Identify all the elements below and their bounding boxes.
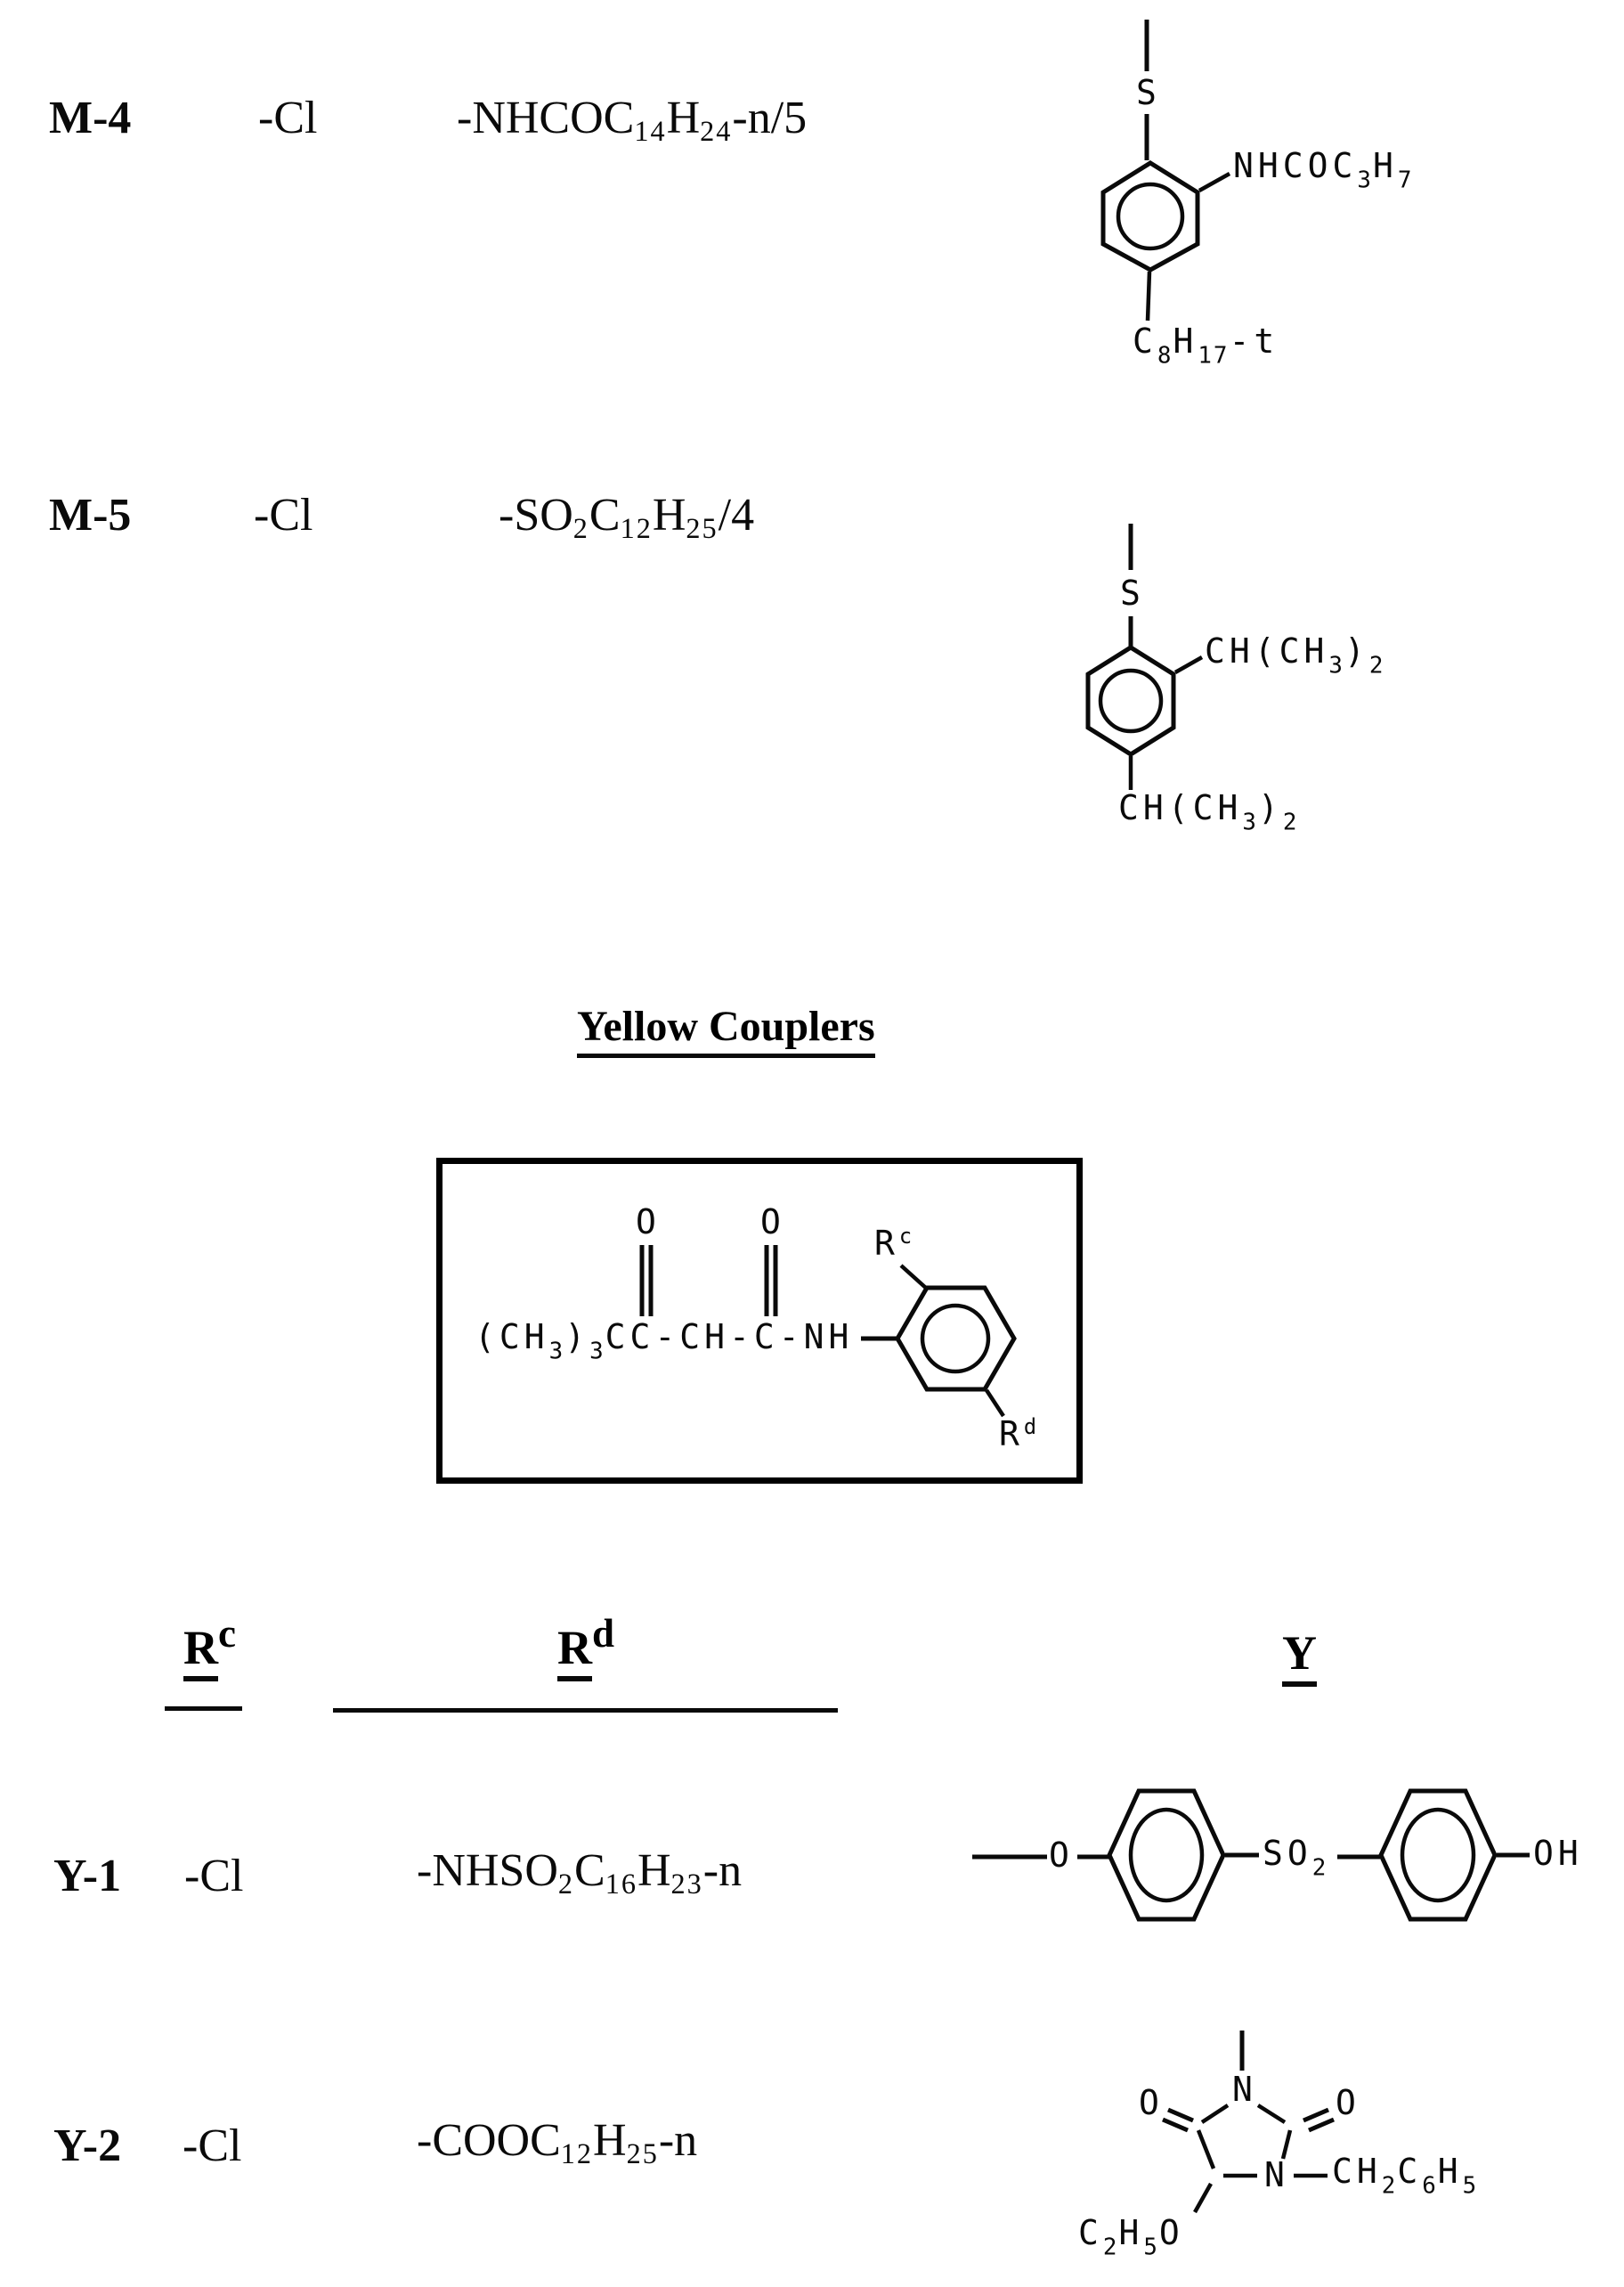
row-m5-r-value: $-SO_2C_{12}H_{25}/4$ — [499, 490, 755, 545]
m5-isopropyl-ortho-bond-line — [1175, 657, 1202, 672]
y2-oxygen-right-label: O — [1336, 2083, 1360, 2122]
box-chain-label: $(CH_3)_3CC-CH-C-NH$ — [475, 1317, 854, 1365]
m4-alkyl-bond-line — [1148, 272, 1149, 321]
y2-ring-bond-left — [1198, 2130, 1214, 2169]
row-m4-x-value: -Cl — [258, 93, 318, 143]
y2-nitrogen-top-label: N — [1232, 2070, 1257, 2109]
y2-carbonyl-right-doublebond-line2 — [1309, 2120, 1334, 2130]
m5-aromatic-circle — [1100, 671, 1161, 731]
m4-alkyl-label: $C_8H_{17}-t$ — [1133, 321, 1279, 370]
box-oxygen1-label: O — [636, 1202, 661, 1241]
section-heading-yellow-couplers: Yellow Couplers — [577, 1005, 875, 1058]
m4-amide-label: $NHCOC_3H_7$ — [1233, 146, 1414, 194]
row-id-m4: M-4 — [49, 93, 132, 143]
y2-ring-bond-n-top-left — [1202, 2105, 1228, 2122]
y1-aromatic-circle-right — [1402, 1810, 1474, 1900]
m5-isopropyl-para-label: $CH(CH_3)_2$ — [1118, 788, 1299, 836]
y1-aromatic-circle-left — [1131, 1810, 1202, 1900]
row-id-m5: M-5 — [49, 490, 132, 541]
box-rc-label: $R^c$ — [874, 1224, 914, 1263]
m5-sulfur-label: S — [1120, 574, 1145, 613]
box-oxygen2-label: O — [760, 1202, 785, 1241]
y2-carbonyl-left-doublebond-line2 — [1163, 2120, 1188, 2130]
y2-structure — [1163, 2031, 1334, 2212]
y2-benzyl-label: $CH_2C_6H_5$ — [1332, 2152, 1479, 2200]
row-m5-x-value: -Cl — [254, 490, 313, 541]
m4-amide-bond-line — [1199, 174, 1230, 191]
y2-carbonyl-left-doublebond-line1 — [1168, 2110, 1193, 2120]
row-y2-rd-value: $-COOC_{12}H_{25}-n$ — [417, 2115, 698, 2170]
y1-oxygen-label: O — [1049, 1835, 1074, 1875]
m4-structure — [1103, 20, 1230, 321]
y2-oxygen-left-label: O — [1139, 2083, 1164, 2122]
column-header-y: Y — [1282, 1628, 1317, 1679]
column-header-rc: $R^c$ — [183, 1623, 238, 1673]
y2-ethoxy-label: $C_2H_5O$ — [1078, 2213, 1184, 2261]
m5-structure — [1088, 524, 1202, 790]
y1-sulfonyl-label: $SO_2$ — [1263, 1834, 1328, 1882]
y2-nitrogen-bottom-label: N — [1264, 2155, 1289, 2194]
m4-aromatic-circle — [1118, 184, 1182, 248]
row-y1-rc-value: -Cl — [184, 1851, 244, 1901]
rd-column-rule — [333, 1708, 838, 1713]
row-id-y2: Y-2 — [53, 2120, 122, 2171]
column-header-rd: $R^d$ — [557, 1623, 616, 1673]
rc-column-rule — [165, 1706, 242, 1711]
y2-ring-bond-n-top-right — [1258, 2105, 1285, 2122]
row-y2-rc-value: -Cl — [183, 2120, 242, 2171]
m4-sulfur-label: S — [1136, 73, 1161, 112]
m5-isopropyl-ortho-label: $CH(CH_3)_2$ — [1205, 631, 1385, 680]
y1-hydroxyl-label: OH — [1533, 1834, 1583, 1873]
y2-ethoxy-bond-line — [1195, 2184, 1211, 2212]
y2-carbonyl-right-doublebond-line1 — [1303, 2110, 1328, 2120]
box-rd-label: $R^d$ — [999, 1414, 1039, 1453]
row-m4-r-value: $-NHCOC_{14}H_{24}-n/5$ — [457, 93, 808, 148]
row-y1-rd-value: $-NHSO_2C_{16}H_{23}-n$ — [417, 1845, 743, 1900]
row-id-y1: Y-1 — [53, 1851, 122, 1901]
